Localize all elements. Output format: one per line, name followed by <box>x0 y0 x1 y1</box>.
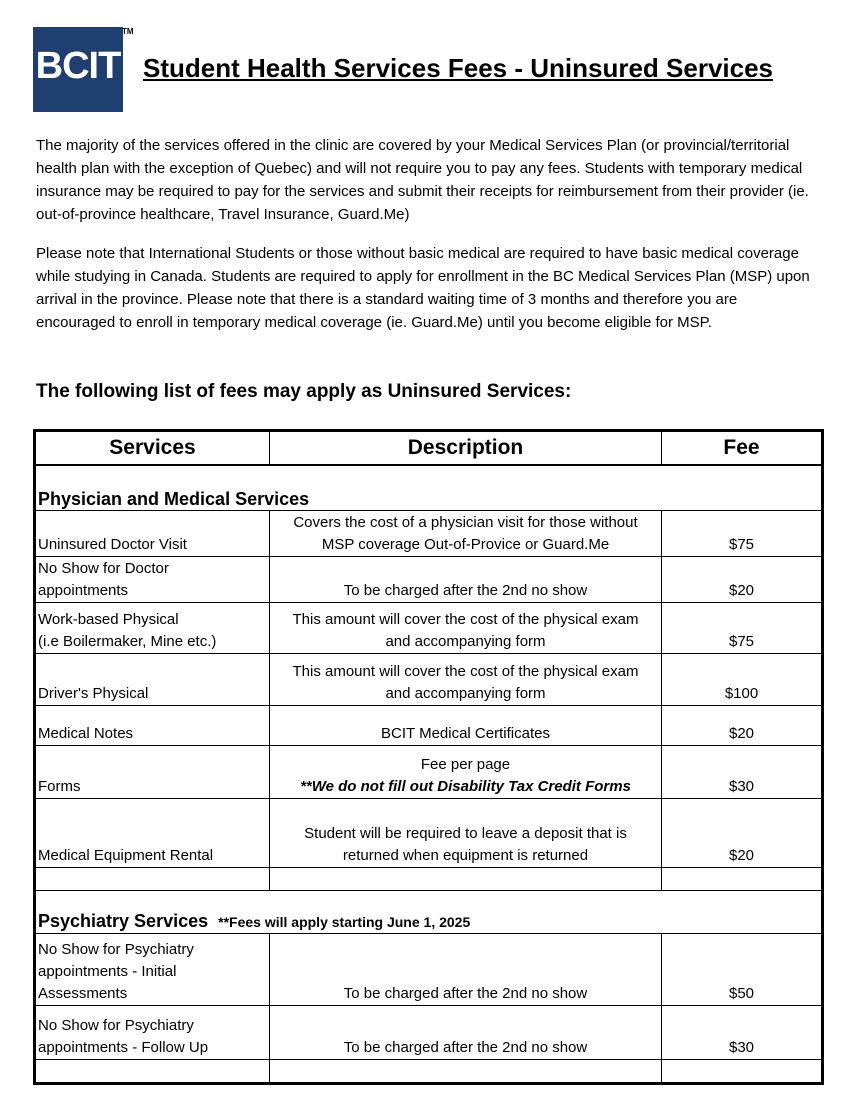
section-header-physician <box>35 465 823 511</box>
table-row <box>35 511 823 557</box>
fees-subheading: The following list of fees may apply as Uninsured Services: <box>36 381 572 402</box>
header-services: Services <box>35 431 270 466</box>
bcit-logo <box>33 27 123 112</box>
description-line: To be charged after the 2nd no show <box>343 985 588 1002</box>
service-cell <box>35 934 270 1006</box>
fee-cell: $100 <box>662 654 823 706</box>
fee-cell: $50 <box>662 934 823 1006</box>
fees-table <box>33 429 824 1085</box>
description-line: and accompanying form <box>385 685 546 702</box>
service-cell <box>35 603 270 654</box>
intro-paragraph-1: The majority of the services offered in the clinic are covered by your Medical Services Plan (or provincial/territorial health plan with the exception of Quebec) and will not require you to pay any fees. Students with temporary medical insurance may be required to pay for the services and submit their receipts for reimbursement from their provider (ie. out-of-province healthcare, Travel Insurance, Guard.Me) <box>36 137 809 223</box>
service-line: No Show for Psychiatry <box>38 1017 194 1034</box>
description-cell <box>270 1006 662 1060</box>
service-line: Medical Equipment Rental <box>38 847 214 864</box>
service-cell <box>35 799 270 868</box>
intro-paragraph-2: Please note that International Students or those without basic medical are required to have basic medical coverage while studying in Canada. Students are required to apply for enrollment in the BC Medical Services Plan (MSP) upon arrival in the province. Please note that there is a standard waiting time of 3 months and therefore you are encouraged to enroll in temporary medical coverage (ie. Guard.Me) until you become eligible for MSP. <box>36 245 810 331</box>
service-line: Forms <box>38 778 81 795</box>
description-line: Fee per page <box>420 756 511 773</box>
service-line: (i.e Boilermaker, Mine etc.) <box>38 633 217 650</box>
fee-cell: $20 <box>662 799 823 868</box>
description-cell <box>270 511 662 557</box>
service-line: appointments <box>38 582 129 599</box>
service-cell <box>35 1006 270 1060</box>
description-cell <box>270 603 662 654</box>
service-line: appointments - Follow Up <box>38 1039 209 1056</box>
logo-text: BCIT <box>35 45 121 87</box>
fee-cell: $30 <box>662 1006 823 1060</box>
service-cell <box>35 557 270 603</box>
section-title-cell <box>35 891 823 934</box>
description-line: and accompanying form <box>385 633 546 650</box>
description-cell <box>270 706 662 746</box>
service-line: Driver's Physical <box>38 685 149 702</box>
description-line: BCIT Medical Certificates <box>381 725 550 742</box>
description-line: Student will be required to leave a deposit that is <box>304 825 627 842</box>
section-header-psychiatry <box>35 891 823 934</box>
blank-row <box>35 868 823 891</box>
page-title: Student Health Services Fees - Uninsured Services <box>143 53 774 83</box>
description-line: returned when equipment is returned <box>342 847 589 864</box>
fee-cell: $20 <box>662 557 823 603</box>
table-header-row <box>35 431 823 466</box>
table-row <box>35 1006 823 1060</box>
table-row <box>35 603 823 654</box>
description-line: MSP coverage Out-of-Provice or Guard.Me <box>321 536 610 553</box>
service-line: Work-based Physical <box>38 611 179 628</box>
fee-cell: $30 <box>662 746 823 799</box>
header-description: Description <box>270 431 662 466</box>
table-row <box>35 706 823 746</box>
service-cell <box>35 746 270 799</box>
service-cell <box>35 511 270 557</box>
table-row <box>35 934 823 1006</box>
description-line: To be charged after the 2nd no show <box>343 582 588 599</box>
description-cell <box>270 654 662 706</box>
service-line: No Show for Doctor <box>38 560 169 577</box>
description-cell <box>270 799 662 868</box>
section-note: **Fees will apply starting June 1, 2025 <box>218 914 471 930</box>
table-row <box>35 746 823 799</box>
table-row <box>35 654 823 706</box>
description-line: Covers the cost of a physician visit for those without <box>293 514 638 531</box>
table-row <box>35 557 823 603</box>
trademark-mark: TM <box>122 27 134 36</box>
description-line: To be charged after the 2nd no show <box>343 1039 588 1056</box>
service-cell <box>35 706 270 746</box>
section-title: Psychiatry Services <box>38 911 209 931</box>
header-fee: Fee <box>662 431 823 466</box>
service-line: Assessments <box>38 985 128 1002</box>
table-row <box>35 799 823 868</box>
fee-cell: $20 <box>662 706 823 746</box>
description-line: **We do not fill out Disability Tax Credit Forms <box>300 778 631 795</box>
service-line: No Show for Psychiatry <box>38 941 194 958</box>
description-cell <box>270 934 662 1006</box>
description-line: This amount will cover the cost of the physical exam <box>292 663 639 680</box>
fee-cell: $75 <box>662 603 823 654</box>
service-line: Medical Notes <box>38 725 134 742</box>
description-cell <box>270 557 662 603</box>
service-line: appointments - Initial <box>38 963 177 980</box>
description-cell <box>270 746 662 799</box>
blank-row <box>35 1060 823 1084</box>
service-line: Uninsured Doctor Visit <box>38 536 187 553</box>
description-line: This amount will cover the cost of the physical exam <box>292 611 639 628</box>
service-cell <box>35 654 270 706</box>
section-title: Physician and Medical Services <box>35 465 823 511</box>
fee-cell: $75 <box>662 511 823 557</box>
